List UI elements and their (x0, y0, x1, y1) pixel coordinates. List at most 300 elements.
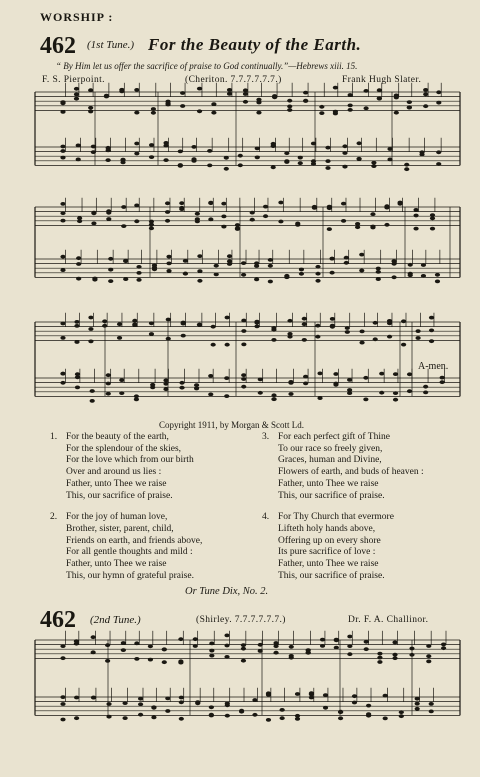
notehead (342, 165, 347, 169)
notehead (108, 279, 113, 283)
notehead (258, 378, 263, 382)
notehead (241, 329, 246, 333)
notehead (197, 87, 202, 91)
notehead (106, 702, 111, 706)
notehead (106, 382, 111, 386)
notehead (119, 391, 124, 395)
notehead (241, 261, 246, 265)
notehead (415, 707, 420, 711)
notehead (272, 94, 277, 98)
notehead (256, 111, 261, 115)
notehead (271, 142, 276, 146)
notehead (356, 157, 361, 161)
notehead (179, 201, 184, 205)
notehead (166, 337, 171, 341)
notehead (387, 147, 392, 151)
notehead (255, 156, 260, 160)
notehead (387, 335, 392, 339)
notehead (136, 278, 141, 282)
notehead (356, 141, 361, 145)
notehead (258, 649, 263, 653)
notehead (333, 86, 338, 90)
notehead (330, 324, 335, 328)
notehead (295, 717, 300, 721)
notehead (364, 647, 369, 651)
notehead (241, 659, 246, 663)
notehead (163, 379, 168, 383)
verse-line: For all gentle thoughts and mild : (66, 547, 193, 558)
notehead (197, 109, 202, 113)
notehead (121, 648, 126, 652)
notehead (344, 256, 349, 260)
composer-2: Dr. F. A. Challinor. (348, 615, 429, 625)
notehead (419, 150, 424, 154)
notehead (266, 693, 271, 697)
notehead (407, 100, 412, 104)
notehead (401, 319, 406, 323)
notehead (132, 323, 137, 327)
notehead (239, 709, 244, 713)
notehead (227, 262, 232, 266)
notehead (149, 321, 154, 325)
notehead (149, 143, 154, 147)
notehead (165, 100, 170, 104)
notehead (352, 701, 357, 705)
notehead (284, 151, 289, 155)
verse-line: This, our sacrifice of praise. (278, 490, 385, 501)
verse-4 (262, 512, 424, 582)
notehead (409, 653, 414, 657)
notehead (355, 225, 360, 229)
verse-line: Its pure sacrifice of love : (278, 547, 376, 558)
notehead (287, 105, 292, 109)
notehead (284, 275, 289, 279)
verse-line: Father, unto Thee we raise (278, 559, 379, 570)
notehead (179, 696, 184, 700)
notehead (306, 651, 311, 655)
notehead (88, 106, 93, 110)
notehead (302, 317, 307, 321)
notehead (183, 259, 188, 263)
notehead (347, 378, 352, 382)
verse-line: For Thy Church that evermore (278, 512, 394, 523)
notehead (377, 656, 382, 660)
notehead (250, 218, 255, 222)
notehead (60, 149, 65, 153)
notehead (60, 702, 65, 706)
notehead (415, 329, 420, 333)
notehead (348, 108, 353, 112)
notehead (317, 372, 322, 376)
notehead (408, 263, 413, 267)
notehead (271, 397, 276, 401)
notehead (241, 643, 246, 647)
verse-line: This, our hymn of grateful praise. (66, 570, 194, 581)
notehead (342, 144, 347, 148)
notehead (88, 88, 93, 92)
notehead (391, 275, 396, 279)
notehead (325, 166, 330, 170)
notehead (320, 644, 325, 648)
notehead (106, 715, 111, 719)
notehead (254, 321, 259, 325)
notehead (413, 227, 418, 231)
verse-line: Graces, human and Divine, (278, 455, 382, 466)
notehead (303, 91, 308, 95)
notehead (180, 91, 185, 95)
verse-line: For the beauty of the earth, (66, 432, 169, 442)
copyright: Copyright 1911, by Morgan & Scott Ld. (159, 420, 304, 430)
notehead (76, 277, 81, 281)
notehead (138, 697, 143, 701)
notehead (122, 716, 127, 720)
notehead (323, 693, 328, 697)
notehead (254, 325, 259, 329)
notehead (134, 641, 139, 645)
notehead (241, 385, 246, 389)
notehead (178, 164, 183, 168)
notehead (254, 261, 259, 265)
notehead (60, 381, 65, 385)
verse-line: This, our sacrifice of praise. (66, 490, 173, 501)
notehead (399, 714, 404, 718)
notehead (399, 710, 404, 714)
notehead (315, 265, 320, 269)
notehead (238, 154, 243, 158)
notehead (60, 110, 65, 114)
notehead (334, 646, 339, 650)
notehead (258, 643, 263, 647)
notehead (179, 717, 184, 721)
notehead (166, 269, 171, 273)
notehead (134, 204, 139, 208)
notehead (207, 149, 212, 153)
verse-line: Father, unto Thee we raise (66, 559, 167, 570)
notehead (429, 329, 434, 333)
hymn-number: 462 (40, 33, 76, 59)
notehead (325, 146, 330, 150)
notehead (383, 717, 388, 721)
notehead (106, 392, 111, 396)
notehead (88, 110, 93, 114)
notehead (214, 264, 219, 268)
notehead (194, 387, 199, 391)
notehead (193, 644, 198, 648)
notehead (352, 694, 357, 698)
notehead (370, 212, 375, 216)
notehead (60, 202, 65, 206)
notehead (194, 383, 199, 387)
notehead (376, 277, 381, 281)
verse-line: Father, unto Thee we raise (66, 478, 167, 489)
notehead (295, 223, 300, 227)
notehead (359, 269, 364, 273)
notehead (60, 219, 65, 223)
notehead (166, 318, 171, 322)
notehead (91, 635, 96, 639)
verse-line: Friends on earth, and friends above, (66, 535, 203, 546)
notehead (345, 330, 350, 334)
tune-label-2: (2nd Tune.) (90, 614, 141, 626)
notehead (315, 279, 320, 283)
notehead (366, 714, 371, 718)
notehead (366, 704, 371, 708)
notehead (271, 338, 276, 342)
epigraph: “ By Him let us offer the sacrifice of praise to God continually.”—Hebrews xiii. 15. (56, 61, 358, 71)
notehead (377, 88, 382, 92)
notehead (243, 88, 248, 92)
notehead (121, 224, 126, 228)
notehead (392, 653, 397, 657)
notehead (252, 698, 257, 702)
notehead (74, 97, 79, 101)
verse-line: For the splendour of the skies, (66, 443, 182, 454)
notehead (364, 106, 369, 110)
notehead (197, 269, 202, 273)
notehead (132, 319, 137, 323)
notehead (421, 263, 426, 267)
notehead (108, 257, 113, 261)
notehead (211, 102, 216, 106)
notehead (90, 389, 95, 393)
verse-number: 4. (262, 512, 270, 523)
notehead (266, 718, 271, 722)
notehead (309, 696, 314, 700)
notehead (278, 201, 283, 205)
notehead (76, 256, 81, 260)
notehead (430, 227, 435, 231)
notehead (60, 322, 65, 326)
notehead (91, 696, 96, 700)
notehead (163, 158, 168, 162)
notehead (401, 343, 406, 347)
notehead (123, 259, 128, 263)
notehead (165, 219, 170, 223)
notehead (302, 338, 307, 342)
notehead (302, 322, 307, 326)
notehead (75, 375, 80, 379)
notehead (391, 262, 396, 266)
notehead (363, 398, 368, 402)
notehead (119, 378, 124, 382)
notehead (333, 383, 338, 387)
notehead (413, 208, 418, 212)
notehead (123, 277, 128, 281)
notehead (320, 638, 325, 642)
notehead (384, 206, 389, 210)
notehead (407, 372, 412, 376)
notehead (60, 644, 65, 648)
notehead (315, 324, 320, 328)
notehead (392, 656, 397, 660)
notehead (209, 705, 214, 709)
notehead (421, 274, 426, 278)
notehead (165, 210, 170, 214)
notehead (241, 319, 246, 323)
notehead (117, 336, 122, 340)
notehead (60, 695, 65, 699)
notehead (287, 332, 292, 336)
notehead (436, 150, 441, 154)
notehead (134, 152, 139, 156)
notehead (383, 694, 388, 698)
notehead (255, 147, 260, 151)
notehead (92, 277, 97, 281)
notehead (74, 639, 79, 643)
notehead (197, 323, 202, 327)
notehead (241, 373, 246, 377)
notehead (180, 104, 185, 108)
notehead (183, 272, 188, 276)
notehead (347, 388, 352, 392)
notehead (60, 145, 65, 149)
notehead (178, 637, 183, 641)
notehead (195, 220, 200, 224)
notehead (263, 205, 268, 209)
notehead (149, 155, 154, 159)
notehead (435, 273, 440, 277)
notehead (334, 638, 339, 642)
notehead (60, 100, 65, 104)
notehead (148, 644, 153, 648)
verses-right (262, 432, 424, 582)
notehead (271, 326, 276, 330)
notehead (211, 325, 216, 329)
notehead (193, 637, 198, 641)
verse-number: 2. (50, 512, 58, 523)
notehead (288, 392, 293, 396)
notehead (60, 156, 65, 160)
notehead (90, 399, 95, 403)
notehead (106, 373, 111, 377)
notehead (74, 340, 79, 344)
notehead (122, 701, 127, 705)
notehead (359, 341, 364, 345)
notehead (149, 226, 154, 230)
verse-line: Flowers of earth, and buds of heaven : (278, 467, 424, 478)
notehead (341, 219, 346, 223)
notehead (373, 321, 378, 325)
notehead (327, 206, 332, 210)
notehead (76, 262, 81, 266)
notehead (299, 268, 304, 272)
notehead (178, 661, 183, 665)
verse-line: Lifteth holy hands above, (278, 523, 376, 534)
notehead (371, 164, 376, 168)
notehead (243, 92, 248, 96)
notehead (102, 319, 107, 323)
notehead (387, 158, 392, 162)
notehead (394, 111, 399, 115)
notehead (105, 643, 110, 647)
notehead (379, 372, 384, 376)
notehead (163, 387, 168, 391)
notehead (370, 226, 375, 230)
notehead (404, 163, 409, 167)
notehead (347, 652, 352, 656)
verse-line: For the love which from our birth (66, 455, 194, 466)
verse-line: To our race so freely given, (278, 443, 383, 454)
notehead (408, 273, 413, 277)
notehead (303, 99, 308, 103)
notehead (235, 226, 240, 230)
notehead (60, 656, 65, 660)
notehead (315, 335, 320, 339)
hymn-title: For the Beauty of the Earth. (148, 35, 362, 54)
tune-name-2: (Shirley. 7.7.7.7.7.7.) (196, 615, 286, 625)
verses-left (50, 432, 202, 582)
notehead (134, 142, 139, 146)
notehead (209, 649, 214, 653)
notehead (134, 111, 139, 115)
notehead (347, 635, 352, 639)
notehead (105, 659, 110, 663)
notehead (60, 211, 65, 215)
notehead (330, 317, 335, 321)
notehead (441, 643, 446, 647)
notehead (415, 702, 420, 706)
notehead (134, 88, 139, 92)
notehead (91, 150, 96, 154)
notehead (258, 391, 263, 395)
notehead (108, 268, 113, 272)
notehead (325, 159, 330, 163)
notehead (91, 222, 96, 226)
notehead (225, 316, 230, 320)
notehead (377, 96, 382, 100)
notehead (221, 225, 226, 229)
verse-1 (50, 432, 202, 502)
verse-number: 1. (50, 432, 58, 442)
notehead (106, 158, 111, 162)
notehead (224, 394, 229, 398)
notehead (363, 376, 368, 380)
notehead (227, 92, 232, 96)
author: F. S. Pierpoint. (42, 75, 105, 85)
notehead (311, 142, 316, 146)
notehead (76, 158, 81, 162)
notehead (287, 108, 292, 112)
notehead (148, 658, 153, 662)
notehead (238, 163, 243, 167)
notehead (162, 660, 167, 664)
notehead (364, 89, 369, 93)
notehead (319, 111, 324, 115)
verse-line: For the joy of human love, (66, 512, 168, 523)
notehead (165, 201, 170, 205)
verse-number: 3. (262, 432, 270, 442)
notehead (179, 700, 184, 704)
notehead (91, 211, 96, 215)
notehead (166, 255, 171, 259)
notehead (250, 211, 255, 215)
notehead (348, 104, 353, 108)
notehead (423, 92, 428, 96)
composer: Frank Hugh Slater. (342, 75, 422, 85)
tune-name: (Cheriton. 7.7.7.7.7.7.) (185, 75, 282, 85)
notehead (333, 372, 338, 376)
notehead (224, 634, 229, 638)
notehead (348, 93, 353, 97)
notehead (423, 88, 428, 92)
notehead (338, 716, 343, 720)
notehead (197, 254, 202, 258)
notehead (224, 376, 229, 380)
notehead (373, 337, 378, 341)
verse-3 (262, 432, 424, 502)
hymn-number-2: 462 (40, 607, 76, 633)
notehead (330, 257, 335, 261)
